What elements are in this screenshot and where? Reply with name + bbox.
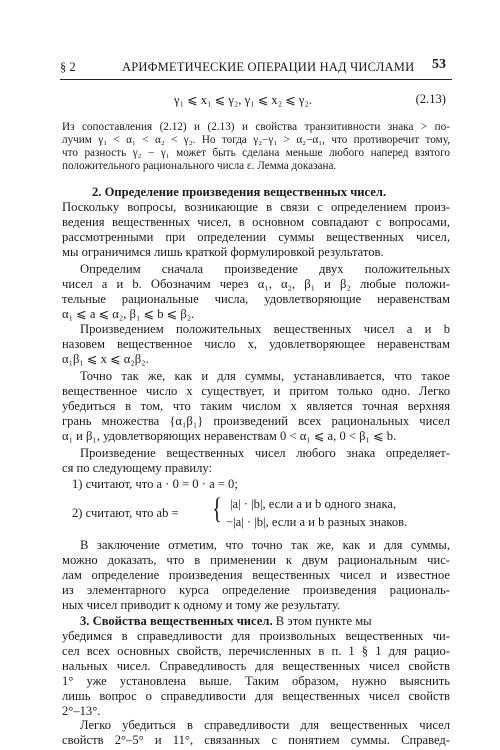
subsection-heading-2: 2. Определение произведения вещественных чисел. (92, 185, 387, 199)
text-line: вещественное число x существует, и притом только одно. Легко (62, 384, 450, 398)
text-line: сел всех основных свойств, перечисленных в п. 1 § 1 для рацио- (62, 644, 450, 658)
text-line: Точно так же, как и для суммы, устанавливается, что такое (80, 369, 450, 383)
text-line: Поскольку вопросы, возникающие в связи с определением произ- (62, 200, 450, 214)
text-line: В заключение отметим, что точно так же, как и для суммы, (80, 538, 450, 552)
case-same-sign: |a| · |b|, если a и b одного знака, (230, 497, 397, 511)
text-run: В этом пункте мы (272, 614, 372, 628)
text-line: положительного рационального числа ε. Лемма доказана. (62, 160, 337, 172)
text-line: Определим сначала произведение двух положительных (80, 262, 450, 276)
text-line: из элементарного курса определение произведения рациональ- (62, 583, 450, 597)
text-line: Легко убедиться в справедливости для вещественных чисел (80, 718, 450, 732)
text-line: чисел a и b. Обозначим через α₁, α₂, β₁ и β₂ любые положи- (62, 277, 450, 291)
text-line: мы ограничимся лишь краткой формулировкой результатов. (62, 245, 384, 259)
section-number: § 2 (60, 60, 76, 74)
text-line: убедиться в том, что таким числом x является точная верхняя (62, 399, 450, 413)
text-line: лишь вопрос о справедливости для вещественных чисел свойств (62, 689, 450, 703)
page-number: 53 (432, 57, 446, 72)
text-line: Из сопоставления (2.12) и (2.13) и свойства транзитивности знака > по- (62, 121, 450, 133)
text-line: назовем вещественное число x, удовлетворяющее неравенствам (62, 337, 450, 351)
text-line: 2°–13°. (62, 704, 101, 718)
text-line: свойств 2°–5° и 11°, связанных с понятием суммы. Справед- (62, 733, 450, 747)
rule-2-label: 2) считают, что ab = (72, 506, 179, 520)
curly-brace: { (212, 492, 223, 525)
formula-text: γ₁ ⩽ x₁ ⩽ γ₂, γ₁ ⩽ x₂ ⩽ γ₂. (174, 93, 313, 107)
text-line: Произведение вещественных чисел любого знака определяет- (80, 446, 450, 460)
text-line: что разность γ₂ − γ₁ может быть сделана меньше любого наперед взятого (62, 147, 450, 159)
text-line: α₁ ⩽ a ⩽ α₂, β₁ ⩽ b ⩽ β₂. (62, 307, 195, 321)
text-line: α₁β₁ ⩽ x ⩽ α₂β₂. (62, 352, 149, 366)
text-line: 1° уже установлена выше. Таким образом, нужно выяснить (62, 674, 450, 688)
text-line: α₁ и β₁, удовлетворяющих неравенствам 0 < α₁ ⩽ a, 0 < β₁ ⩽ b. (62, 429, 397, 443)
text-line: лучим γ₁ < α₁ < α₂ < γ₂. Но тогда γ₂−γ₁ > α₂−α₁, что противоречит тому, (62, 134, 450, 146)
text-line: грань множества {α₁β₁} произведений всех рациональных чисел (62, 414, 450, 428)
subsection-3-line (80, 614, 450, 629)
text-line: рассмотренными при определении суммы вещественных чисел, (62, 230, 450, 244)
text-line: можно доказать, что в применении к двум рациональным чис- (62, 553, 450, 567)
text-line: тельные рациональные числа, удовлетворяющие неравенствам (62, 292, 450, 306)
text-line: убедимся в справедливости для произвольных вещественных чи- (62, 629, 450, 643)
case-different-sign: −|a| · |b|, если a и b разных знаков. (226, 515, 408, 529)
subsection-heading-3: 3. Свойства вещественных чисел. (80, 614, 273, 628)
running-header (56, 56, 452, 78)
rule-1: 1) считают, что a · 0 = 0 · a = 0; (72, 477, 238, 491)
formula-number: (2.13) (415, 92, 446, 106)
text-line: лам определение произведения вещественных чисел и известное (62, 568, 450, 582)
running-title: АРИФМЕТИЧЕСКИЕ ОПЕРАЦИИ НАД ЧИСЛАМИ (122, 60, 415, 74)
text-line: Произведением положительных вещественных чисел a и b (80, 322, 450, 336)
text-line: ных чисел приводит к одному и тому же результату. (62, 598, 341, 612)
header-rule (60, 79, 452, 80)
text-line: ведения вещественных чисел, в основном совпадают с вопросами, (62, 215, 450, 229)
text-line: ся по следующему правилу: (62, 461, 213, 475)
text-line: нальных чисел. Справедливость для вещественных чисел свойств (62, 659, 450, 673)
